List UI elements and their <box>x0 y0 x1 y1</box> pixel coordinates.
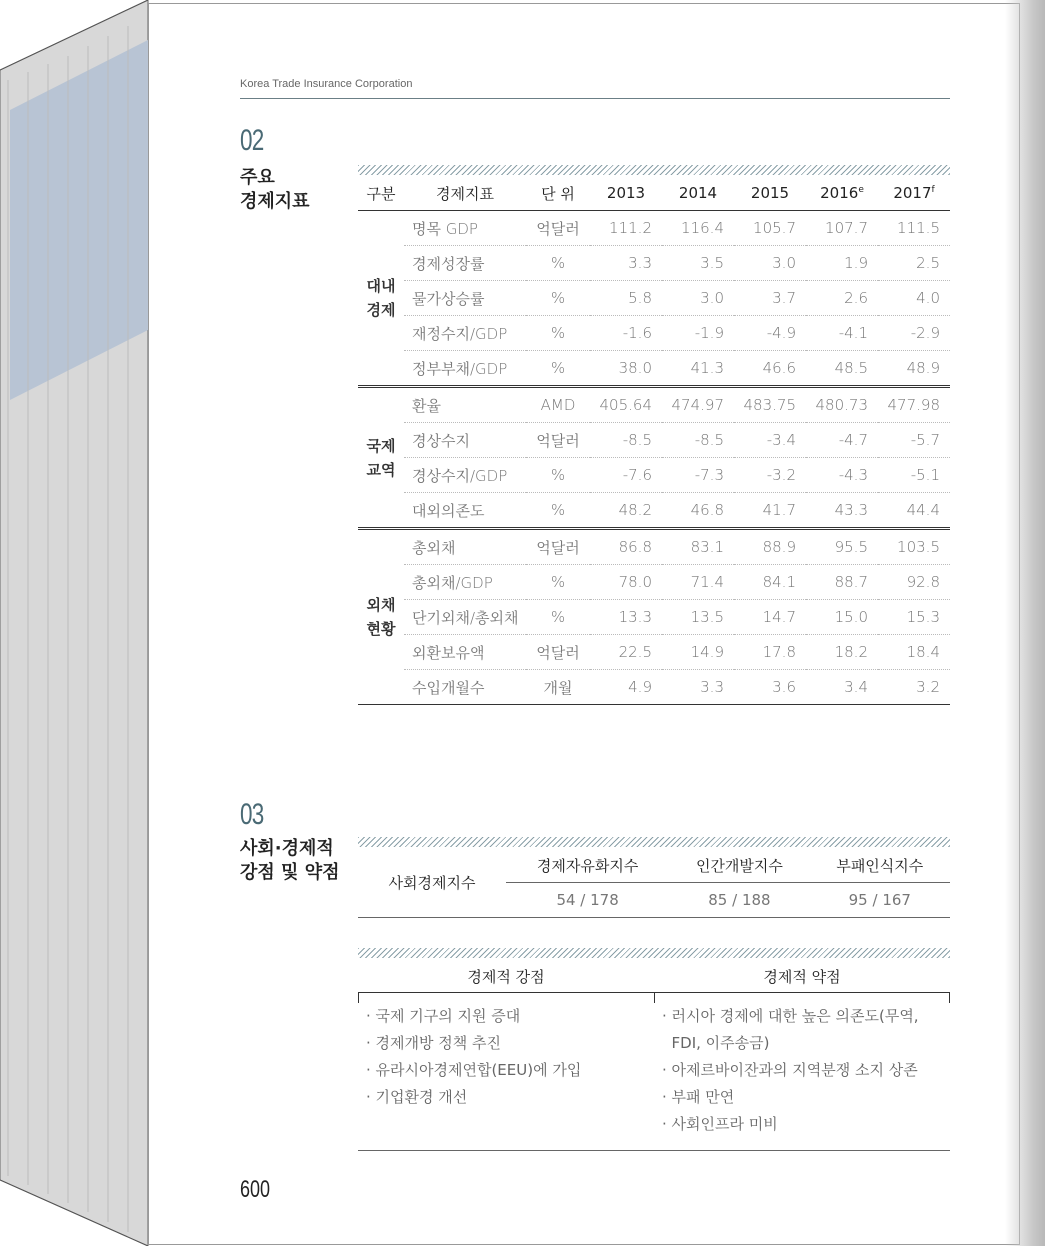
indicator-name: 총외채 <box>404 529 526 565</box>
indicator-name: 정부부채/GDP <box>404 351 526 387</box>
index-name: 경제자유화지수 <box>506 848 669 883</box>
indicator-value: 78.0 <box>590 565 662 600</box>
indicator-value: -2.9 <box>878 316 950 351</box>
indicator-name: 물가상승률 <box>404 281 526 316</box>
indicator-value: -1.9 <box>662 316 734 351</box>
indicator-value: 4.9 <box>590 670 662 705</box>
table-row <box>358 600 950 635</box>
economic-indicators-table <box>358 176 950 705</box>
indicator-value: 3.0 <box>734 246 806 281</box>
section-number: 03 <box>240 798 264 831</box>
indicator-value: -4.1 <box>806 316 878 351</box>
indicator-value: 48.2 <box>590 493 662 529</box>
indicator-value: 405.64 <box>590 387 662 423</box>
indicator-name: 환율 <box>404 387 526 423</box>
indicator-name: 외환보유액 <box>404 635 526 670</box>
indicator-value: 474.97 <box>662 387 734 423</box>
index-value: 95 / 167 <box>810 883 950 918</box>
indicator-name: 경상수지/GDP <box>404 458 526 493</box>
indicator-value: 3.5 <box>662 246 734 281</box>
indicator-value: 111.2 <box>590 211 662 246</box>
column-tick <box>949 993 950 1003</box>
indicator-unit: AMD <box>526 387 590 423</box>
index-name: 부패인식지수 <box>810 848 950 883</box>
social-economic-index-table <box>358 848 950 918</box>
column-header: 2015 <box>734 176 806 211</box>
indicator-unit: % <box>526 246 590 281</box>
indicator-value: 41.7 <box>734 493 806 529</box>
index-name: 인간개발지수 <box>669 848 809 883</box>
table-row <box>358 281 950 316</box>
hatch-divider <box>358 837 950 847</box>
indicator-value: 18.2 <box>806 635 878 670</box>
indicator-unit: % <box>526 316 590 351</box>
indicator-value: 3.3 <box>590 246 662 281</box>
indicator-value: -3.2 <box>734 458 806 493</box>
indicator-value: -8.5 <box>590 423 662 458</box>
sw-header <box>358 960 950 993</box>
section-title-line: 경제지표 <box>240 191 310 212</box>
indicator-value: 13.5 <box>662 600 734 635</box>
table-row <box>358 458 950 493</box>
indicator-value: 2.5 <box>878 246 950 281</box>
section-title <box>240 166 310 214</box>
indicator-value: 477.98 <box>878 387 950 423</box>
indicator-name: 명목 GDP <box>404 211 526 246</box>
hatch-divider <box>358 165 950 175</box>
page-number: 600 <box>240 1176 271 1203</box>
indicator-value: -8.5 <box>662 423 734 458</box>
indicator-value: -4.3 <box>806 458 878 493</box>
list-item: · 국제 기구의 지원 증대 <box>366 1007 521 1025</box>
index-label: 사회경제지수 <box>358 848 506 918</box>
indicator-value: 111.5 <box>878 211 950 246</box>
indicator-unit: 억달러 <box>526 423 590 458</box>
indicator-unit: 억달러 <box>526 211 590 246</box>
indicator-value: 48.9 <box>878 351 950 387</box>
hatch-divider <box>358 948 950 958</box>
table-row <box>358 423 950 458</box>
indicator-value: -4.7 <box>806 423 878 458</box>
index-value: 85 / 188 <box>669 883 809 918</box>
indicator-value: 43.3 <box>806 493 878 529</box>
indicator-value: 38.0 <box>590 351 662 387</box>
column-header: 2013 <box>590 176 662 211</box>
column-tick <box>358 993 359 1003</box>
list-item: · 경제개방 정책 추진 <box>366 1034 501 1052</box>
strengths-weaknesses-table <box>358 960 950 1151</box>
indicator-value: 3.2 <box>878 670 950 705</box>
section-number: 02 <box>240 124 264 157</box>
table-row <box>358 493 950 529</box>
indicator-value: 46.8 <box>662 493 734 529</box>
header-rule <box>240 98 950 99</box>
indicator-unit: % <box>526 600 590 635</box>
indicator-name: 단기외채/총외채 <box>404 600 526 635</box>
indicator-value: -5.1 <box>878 458 950 493</box>
indicator-value: 44.4 <box>878 493 950 529</box>
group-label: 대내 경제 <box>358 211 404 387</box>
column-header: 2014 <box>662 176 734 211</box>
indicator-value: 88.9 <box>734 529 806 565</box>
section-title-line: 강점 및 약점 <box>240 862 340 883</box>
indicator-value: 116.4 <box>662 211 734 246</box>
strengths-title: 경제적 강점 <box>467 967 545 986</box>
indicator-value: 48.5 <box>806 351 878 387</box>
column-header: 단 위 <box>526 176 590 211</box>
indicator-value: 107.7 <box>806 211 878 246</box>
list-item: · 아제르바이잔과의 지역분쟁 소지 상존 <box>662 1061 918 1079</box>
indicator-value: 1.9 <box>806 246 878 281</box>
indicator-value: -3.4 <box>734 423 806 458</box>
table-row <box>358 670 950 705</box>
list-item: · 기업환경 개선 <box>366 1088 468 1106</box>
indicator-value: 95.5 <box>806 529 878 565</box>
indicator-value: 84.1 <box>734 565 806 600</box>
indicator-unit: % <box>526 351 590 387</box>
table-row <box>358 316 950 351</box>
indicator-value: 5.8 <box>590 281 662 316</box>
indicator-value: 480.73 <box>806 387 878 423</box>
indicator-value: 15.0 <box>806 600 878 635</box>
indicator-value: 105.7 <box>734 211 806 246</box>
table-row <box>358 529 950 565</box>
table-row <box>358 211 950 246</box>
column-header: 구분 <box>358 176 404 211</box>
indicator-value: 92.8 <box>878 565 950 600</box>
indicator-value: 4.0 <box>878 281 950 316</box>
table-row <box>358 246 950 281</box>
running-header: Korea Trade Insurance Corporation <box>240 78 413 90</box>
indicator-value: 2.6 <box>806 281 878 316</box>
indicator-value: 71.4 <box>662 565 734 600</box>
indicator-value: -7.3 <box>662 458 734 493</box>
column-header: 경제지표 <box>404 176 526 211</box>
indicator-value: 18.4 <box>878 635 950 670</box>
indicator-name: 경상수지 <box>404 423 526 458</box>
weaknesses-title: 경제적 약점 <box>763 967 841 986</box>
section-title-line: 주요 <box>240 167 275 188</box>
list-item: · 러시아 경제에 대한 높은 의존도(무역, <box>662 1007 919 1025</box>
table-row <box>358 351 950 387</box>
strengths-list <box>358 1003 654 1138</box>
list-item: FDI, 이주송금) <box>662 1034 770 1052</box>
weaknesses-list <box>654 1003 950 1138</box>
estimate-mark: e <box>858 185 864 195</box>
indicator-value: 22.5 <box>590 635 662 670</box>
indicator-value: 86.8 <box>590 529 662 565</box>
group-label: 국제 교역 <box>358 387 404 529</box>
column-tick <box>654 993 655 1003</box>
group-label: 외채 현황 <box>358 529 404 705</box>
indicator-value: 3.3 <box>662 670 734 705</box>
indicator-name: 대외의존도 <box>404 493 526 529</box>
list-item: · 사회인프라 미비 <box>662 1115 778 1133</box>
indicator-name: 재정수지/GDP <box>404 316 526 351</box>
indicator-value: -7.6 <box>590 458 662 493</box>
indicator-unit: % <box>526 493 590 529</box>
list-item: · 부패 만연 <box>662 1088 735 1106</box>
indicator-unit: % <box>526 458 590 493</box>
indicator-value: 17.8 <box>734 635 806 670</box>
indicator-unit: 억달러 <box>526 635 590 670</box>
indicator-value: 3.7 <box>734 281 806 316</box>
indicator-value: -5.7 <box>878 423 950 458</box>
indicator-value: 14.7 <box>734 600 806 635</box>
column-header: 2016e <box>806 176 878 211</box>
indicator-value: 3.0 <box>662 281 734 316</box>
book-page-edges <box>0 0 150 1246</box>
indicator-value: 3.4 <box>806 670 878 705</box>
indicator-value: -1.6 <box>590 316 662 351</box>
indicator-unit: 개월 <box>526 670 590 705</box>
indicator-value: -4.9 <box>734 316 806 351</box>
indicator-value: 15.3 <box>878 600 950 635</box>
table-row <box>358 565 950 600</box>
sw-columns <box>358 993 950 1138</box>
indicator-value: 103.5 <box>878 529 950 565</box>
indicator-value: 41.3 <box>662 351 734 387</box>
list-item: · 유라시아경제연합(EEU)에 가입 <box>366 1061 582 1079</box>
section-title <box>240 837 339 885</box>
indicator-value: 46.6 <box>734 351 806 387</box>
section-title-line: 사회·경제적 <box>240 838 334 859</box>
indicator-value: 88.7 <box>806 565 878 600</box>
indicator-unit: % <box>526 281 590 316</box>
indicator-name: 경제성장률 <box>404 246 526 281</box>
indicator-value: 3.6 <box>734 670 806 705</box>
column-header: 2017$^f$ <box>878 176 950 211</box>
indicator-name: 총외채/GDP <box>404 565 526 600</box>
table-row <box>358 387 950 423</box>
indicator-name: 수입개월수 <box>404 670 526 705</box>
table-row <box>358 635 950 670</box>
indicator-value: 14.9 <box>662 635 734 670</box>
indicator-value: 13.3 <box>590 600 662 635</box>
index-value: 54 / 178 <box>506 883 669 918</box>
indicator-value: 483.75 <box>734 387 806 423</box>
indicator-unit: 억달러 <box>526 529 590 565</box>
indicator-value: 83.1 <box>662 529 734 565</box>
estimate-mark: f <box>931 185 935 195</box>
page-shadow <box>1005 0 1045 1246</box>
indicator-unit: % <box>526 565 590 600</box>
